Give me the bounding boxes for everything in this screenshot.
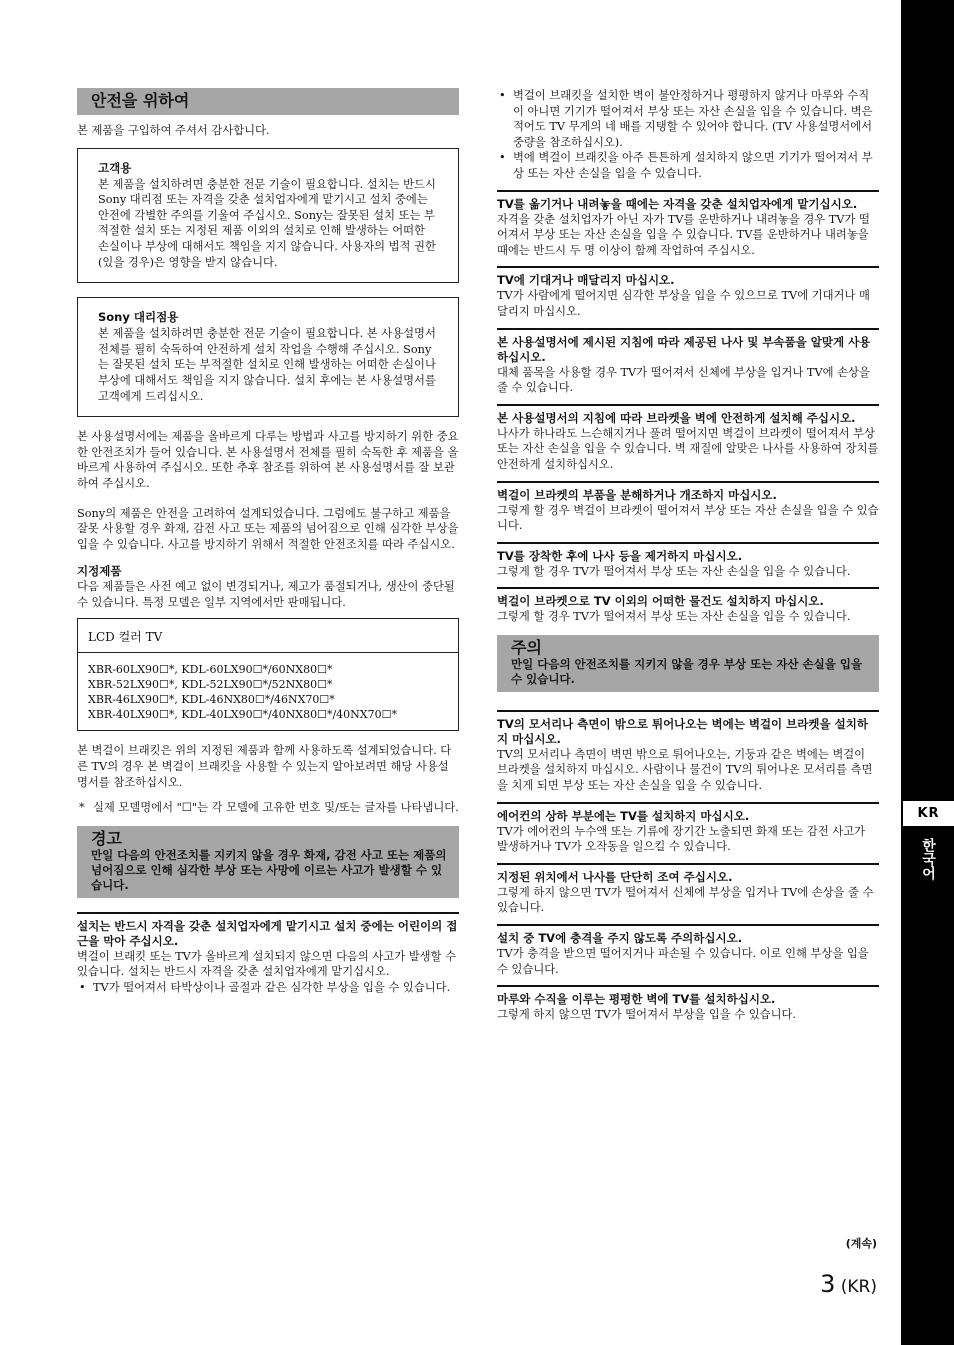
model-box: [77, 618, 459, 731]
section-body: TV의 모서리나 측면이 벽면 밖으로 튀어나오는, 기둥과 같은 벽에는 벽걸이 브라켓을 설치하지 마십시오. 사람이나 물건이 TV의 튀어나온 모서리를 측면을 치게 되면 부상 또는 자산 손실을 입을 수 있습니다.: [497, 747, 873, 793]
install-section: [77, 912, 459, 996]
section-heading: 벽걸이 브라켓으로 TV 이외의 어떠한 물건도 설치하지 마십시오.: [497, 594, 824, 609]
section-title: 안전을 위하여: [91, 91, 190, 110]
manual-paragraph: 본 사용설명서에는 제품을 올바르게 다루는 방법과 사고를 방지하기 위한 중요한 안전조치가 들어 있습니다. 본 사용설명서 전체를 필히 숙독한 후 제품을 올바르게 사용하여 주십시오. 또한 추후 참조를 위하여 본 사용설명서를 잘 보관하여 주십시오.: [77, 430, 459, 490]
caution-box: [497, 635, 879, 692]
section-heading: TV를 옮기거나 내려놓을 때에는 자격을 갖춘 설치업자에게 맡기십시오.: [497, 196, 858, 211]
section-body: 그렇게 할 경우 TV가 떨어져서 부상 또는 자산 손실을 입을 수 있습니다.: [497, 564, 851, 578]
safety-section: [497, 328, 879, 396]
section-heading: TV에 기대거나 매달리지 마십시오.: [497, 273, 675, 288]
dealer-box-body: 본 제품을 설치하려면 충분한 전문 기술이 필요합니다. 본 사용설명서 전체를 필히 숙독하여 안전하게 설치 작업을 수행해 주십시오. Sony는 잘못된 설치 또는 부적절한 설치로 인해 발생하는 어떠한 손실이나 부상에 대해서도 책임을 지지 않습니다. 설치 후에는 본 사용설명서를 고객에게 드리십시오.: [98, 327, 436, 403]
model-note: [77, 800, 459, 816]
safety-section: [497, 481, 879, 534]
section-body: TV가 충격을 받으면 떨어지거나 파손될 수 있습니다. 이로 인해 부상을 입을 수 있습니다.: [497, 947, 869, 976]
install-body: 벽걸이 브래킷 또는 TV가 올바르게 설치되지 않으면 다음의 사고가 발생할 수 있습니다. 설치는 반드시 자격을 갖춘 설치업자에게 맡기십시오.: [77, 949, 456, 979]
right-column: [497, 88, 879, 1023]
section-body: 자격을 갖춘 설치업자가 아닌 자가 TV를 운반하거나 내려놓을 경우 TV가 떨어져서 부상 또는 자산 손실을 입을 수 있습니다. TV를 운반하거나 내려놓을 때에는 반드시 두 명 이상이 함께 작업하여 주십시오.: [497, 212, 870, 257]
model-item: XBR-40LX90☐*, KDL-40LX90☐*/40NX80☐*/40NX70☐*: [88, 708, 397, 722]
safety-section: [497, 266, 879, 319]
model-box-header: LCD 컬러 TV: [78, 619, 458, 653]
section-heading: 본 사용설명서의 지침에 따라 브라켓을 벽에 안전하게 설치해 주십시오.: [497, 410, 856, 425]
section-body: 그렇게 하지 않으면 TV가 떨어져서 신체에 부상을 입거나 TV에 손상을 줄 수 있습니다.: [497, 885, 874, 915]
model-item: XBR-52LX90☐*, KDL-52LX90☐*/52NX80☐*: [88, 678, 333, 692]
section-body: 그렇게 할 경우 TV가 떨어져서 부상 또는 자산 손실을 입을 수 있습니다.: [497, 610, 851, 624]
warning-box: [77, 826, 459, 898]
section-heading: 설치 중 TV에 충격을 주지 않도록 주의하십시오.: [497, 931, 743, 946]
designated-body: 다음 제품들은 사전 예고 없이 변경되거나, 제고가 품절되거나, 생산이 중단될 수 있습니다. 특정 모델은 일부 지역에서만 판매됩니다.: [77, 580, 455, 609]
section-body: 대체 품목을 사용할 경우 TV가 떨어져서 신체에 부상을 입거나 TV에 손상을 줄 수 있습니다.: [497, 365, 870, 395]
dealer-box-heading: Sony 대리점용: [98, 310, 179, 325]
bullet-item: • 벽걸이 브래킷을 설치한 벽이 불안정하거나 평평하지 않거나 마루와 수직이 아니면 기기가 떨어져서 부상 또는 자산 손실을 입을 수 있습니다. 벽은 적어도 TV 무게의 네 배를 지탱할 수 있어야 합니다. (TV 사용설명서에서 중량을 참조하십시오).: [497, 88, 879, 150]
caution-section: [497, 924, 879, 977]
customer-box: [77, 148, 459, 284]
section-body: 그렇게 하지 않으면 TV가 떨어져서 부상을 입을 수 있습니다.: [497, 1008, 797, 1022]
section-heading: 마루와 수직을 이루는 평평한 벽에 TV를 설치하십시오.: [497, 992, 776, 1007]
caution-title: 주의: [511, 637, 542, 657]
page-number-suffix: (KR): [835, 1277, 877, 1297]
customer-box-heading: 고객용: [98, 160, 132, 175]
note-mark: *: [79, 801, 85, 815]
section-heading: 본 사용설명서에 제시된 지침에 따라 제공된 나사 및 부속품을 알맞게 사용하십시오.: [497, 334, 871, 364]
page-number: [820, 1269, 877, 1302]
intro-text: 본 제품을 구입하여 주셔서 감사합니다.: [77, 124, 270, 137]
caution-section: [497, 985, 879, 1023]
safety-paragraph: Sony의 제품은 안전을 고려하여 설계되었습니다. 그럼에도 불구하고 제품을 잘못 사용할 경우 화재, 감전 사고 또는 제품의 넘어짐으로 인해 심각한 부상을 입을 수 있습니다. 사고를 방지하기 위해서 적절한 안전조치를 따라 주십시오.: [77, 506, 459, 551]
language-code-tab: KR: [903, 801, 954, 826]
section-body: 나사가 하나라도 느슨해지거나 풀려 떨어지면 벽걸이 브라켓이 떨어져서 부상 또는 자산 손실을 입을 수 있습니다. 벽 재질에 알맞은 나사를 사용하여 장치를 안전하게 설치하십시오.: [497, 426, 879, 471]
caution-section: [497, 802, 879, 855]
section-heading: 벽걸이 브라켓의 부품을 분해하거나 개조하지 마십시오.: [497, 487, 777, 502]
language-label: 한국어: [920, 838, 936, 880]
safety-section: [497, 587, 879, 625]
bullet-item: • 벽에 벽걸이 브래킷을 아주 튼튼하게 설치하지 않으면 기기가 떨어져서 부상 또는 자산 손실을 입을 수 있습니다.: [497, 150, 879, 181]
install-heading: 설치는 반드시 자격을 갖춘 설치업자에게 맡기시고 설치 중에는 어린이의 접근을 막아 주십시오.: [77, 918, 458, 948]
page-number-value: 3: [820, 1270, 836, 1298]
model-list: [78, 653, 458, 730]
safety-section: [497, 404, 879, 473]
bracket-paragraph: 본 벽걸이 브래킷은 위의 지정된 제품과 함께 사용하도록 설계되었습니다. 다른 TV의 경우 본 벽걸이 브래킷을 사용할 수 있는지 알아보려면 해당 사용설명서를 참조하십시오.: [77, 744, 452, 789]
section-heading: 에어컨의 상하 부분에는 TV를 설치하지 마십시오.: [497, 808, 750, 823]
section-body: TV가 에어컨의 누수액 또는 기류에 장기간 노출되면 화재 또는 감전 사고가 발생하거나 TV가 오작동을 일으킬 수 있습니다.: [497, 824, 866, 854]
install-bullets: [77, 980, 459, 996]
continued-label: (계속): [845, 1237, 877, 1250]
safety-section: [497, 190, 879, 259]
section-body: TV가 사람에게 떨어지면 심각한 부상을 입을 수 있으므로 TV에 기대거나 매달리지 마십시오.: [497, 289, 870, 318]
language-side-bar: [901, 0, 954, 1345]
install-bullet: • TV가 떨어져서 타박상이나 골절과 같은 심각한 부상을 입을 수 있습니다.: [77, 980, 459, 996]
section-body: 그렇게 할 경우 벽걸이 브라켓이 떨어져서 부상 또는 자산 손실을 입을 수 있습니다.: [497, 503, 879, 533]
caution-section: [497, 863, 879, 916]
dealer-box: [77, 297, 459, 417]
caution-section: [497, 710, 879, 794]
customer-box-body: 본 제품을 설치하려면 충분한 전문 기술이 필요합니다. 설치는 반드시 Sony 대리점 또는 자격을 갖춘 설치업자에게 맡기시고 설치 중에는 안전에 각별한 주의를 기울여 주십시오. Sony는 잘못된 설치 또는 부적절한 설치 또는 지정된 제품 이외의 설치로 인해 발생하는 어떠한 손실이나 부상에 대해서도 책임을 지지 않습니다. 사용자의 법적 권한(있을 경우)은 영향을 받지 않습니다.: [98, 177, 436, 269]
safety-section: [497, 542, 879, 580]
warning-subtitle: 만일 다음의 안전조치를 지키지 않을 경우 화재, 감전 사고 또는 제품의 넘어짐으로 인해 심각한 부상 또는 사망에 이르는 사고가 발생할 수 있습니다.: [91, 847, 447, 892]
caution-subtitle: 만일 다음의 안전조치를 지키지 않을 경우 부상 또는 자산 손실을 입을 수 있습니다.: [511, 656, 863, 686]
section-heading: 지정된 위치에서 나사를 단단히 조여 주십시오.: [497, 869, 733, 884]
section-heading: TV를 장착한 후에 나사 등을 제거하지 마십시오.: [497, 548, 743, 563]
section-heading: TV의 모서리나 측면이 밖으로 튀어나오는 벽에는 벽걸이 브라켓을 설치하지 마십시오.: [497, 716, 868, 746]
left-column: [77, 88, 459, 996]
model-item: XBR-60LX90☐*, KDL-60LX90☐*/60NX80☐*: [88, 663, 333, 677]
note-text: 실제 모델명에서 "☐"는 각 모델에 고유한 번호 및/또는 글자를 나타냅니다.: [93, 801, 459, 815]
warning-title: 경고: [91, 828, 122, 848]
designated-heading: 지정제품: [77, 564, 122, 579]
model-item: XBR-46LX90☐*, KDL-46NX80☐*/46NX70☐*: [88, 693, 335, 707]
section-title-bar: [77, 88, 459, 115]
designated-products: [77, 564, 459, 610]
top-bullets: [497, 88, 879, 182]
